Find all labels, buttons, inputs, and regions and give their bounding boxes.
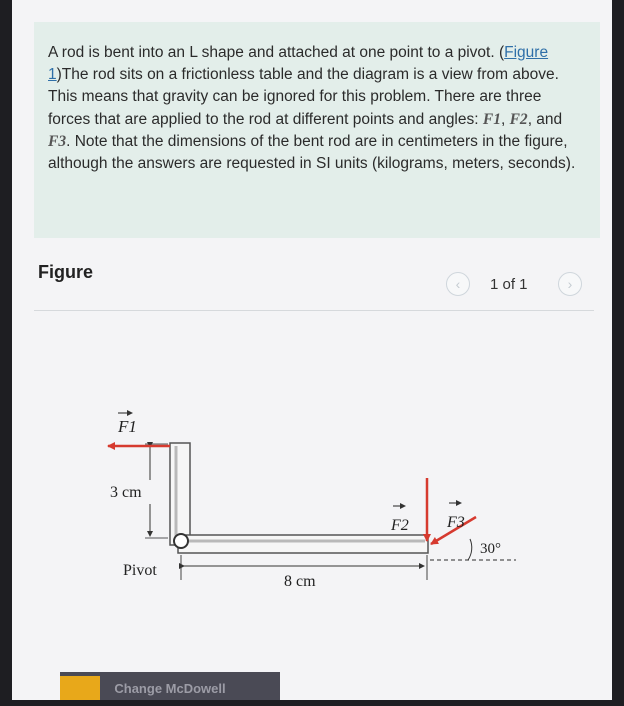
figure-link[interactable]: Figure 1: [48, 44, 549, 84]
force-f1-label: F1: [118, 417, 137, 436]
force-f2-label: F2: [391, 517, 409, 534]
height-label: 3 cm: [110, 484, 142, 501]
pivot-pin: [174, 534, 188, 548]
force-f2-symbol: F2: [509, 110, 528, 128]
force-f3-label: F3: [447, 514, 465, 531]
pivot-label: Pivot: [123, 562, 157, 579]
problem-text-part1: A rod is bent into an L shape and attached at one point to a pivot. (: [48, 44, 505, 61]
bottom-accent-badge: [60, 676, 100, 700]
force-f1-symbol: F1: [482, 110, 501, 128]
problem-sep2: , and: [527, 110, 563, 128]
figure-title: Figure: [38, 262, 94, 282]
problem-text-part3: . Note that the dimensions of the bent rod are in centimeters in the figure, although the answers are requested in SI units (kilograms, meters, seconds).: [48, 132, 576, 173]
bottom-action-label: Change McDowell: [114, 681, 226, 696]
chevron-right-icon: ›: [567, 276, 573, 292]
figure-page-count: 1 of 1: [490, 276, 528, 293]
vertical-rod: [170, 443, 190, 545]
problem-sep1: ,: [500, 110, 510, 128]
chevron-left-icon: ‹: [455, 276, 461, 292]
length-label: 8 cm: [284, 573, 316, 590]
horizontal-rod: [178, 535, 428, 553]
problem-text-part2: )The rod sits on a frictionless table and the diagram is a view from above. This means that gravity can be ignored for this problem. There are three forces that are applied to the rod at different points and angles:: [48, 66, 559, 128]
angle-arc: [468, 539, 472, 560]
force-f3-symbol: F3: [48, 132, 67, 150]
angle-label: 30°: [480, 541, 501, 557]
